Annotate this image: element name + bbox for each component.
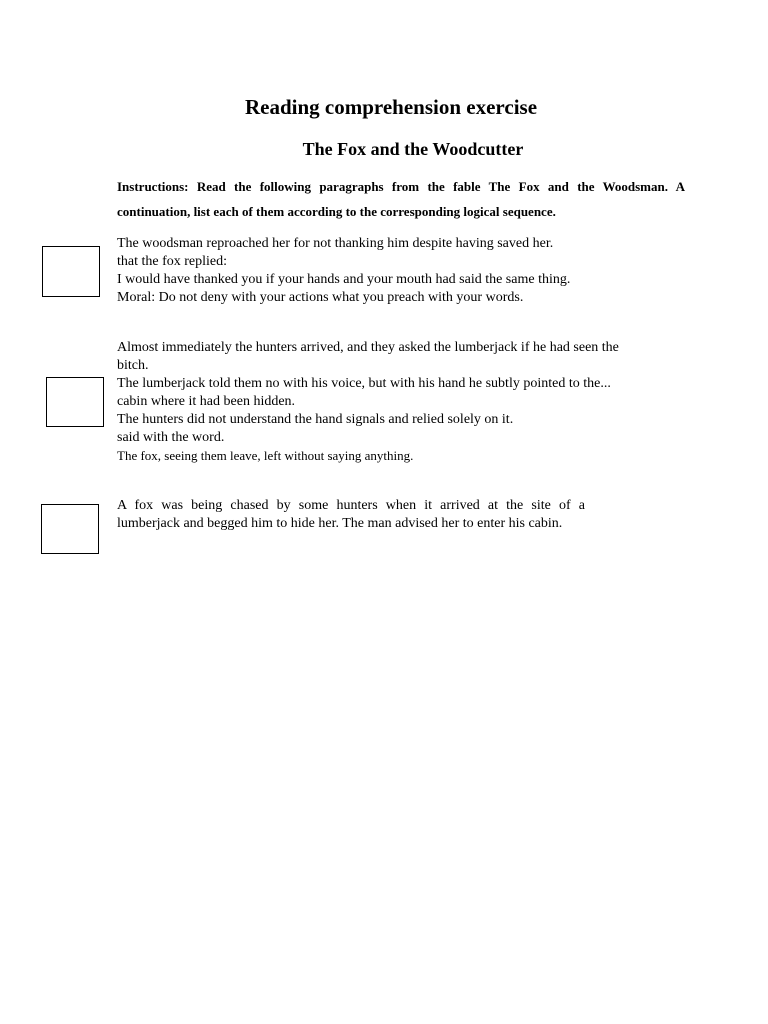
paragraph-line: lumberjack and begged him to hide her. The man advised her to enter his cabin. — [117, 516, 563, 531]
answer-box-2[interactable] — [46, 377, 104, 427]
paragraph-line: cabin where it had been hidden. — [117, 394, 296, 409]
answer-box-3[interactable] — [41, 504, 99, 554]
paragraph-line: that the fox replied: — [117, 254, 228, 269]
paragraph-line: Almost immediately the hunters arrived, and they asked the lumberjack if he had seen the — [117, 340, 619, 355]
page-title: Reading comprehension exercise — [244, 95, 538, 119]
paragraph-3 — [117, 497, 673, 533]
paragraph-line: The hunters did not understand the hand signals and relied solely on it. — [117, 412, 514, 427]
paragraph-1 — [117, 235, 673, 307]
paragraph-line: A fox was being chased by some hunters when it arrived at the site of a — [117, 498, 585, 513]
instructions-text: Instructions: Read the following paragraphs from the fable The Fox and the Woodsman. A continuation, list each of them according to the corresponding logical sequence. — [117, 179, 685, 219]
paragraph-line: Moral: Do not deny with your actions what you preach with your words. — [117, 290, 524, 305]
paragraph-2 — [117, 339, 673, 465]
paragraph-line: I would have thanked you if your hands and your mouth had said the same thing. — [117, 272, 571, 287]
paragraph-line: The fox, seeing them leave, left without saying anything. — [117, 448, 414, 463]
paragraph-line: The lumberjack told them no with his voice, but with his hand he subtly pointed to the... — [117, 376, 611, 391]
fable-title: The Fox and the Woodcutter — [302, 139, 524, 159]
paragraph-line: bitch. — [117, 358, 149, 373]
paragraph-line: The woodsman reproached her for not thanking him despite having saved her. — [117, 236, 554, 251]
answer-box-1[interactable] — [42, 246, 100, 297]
paragraph-line: said with the word. — [117, 430, 225, 445]
